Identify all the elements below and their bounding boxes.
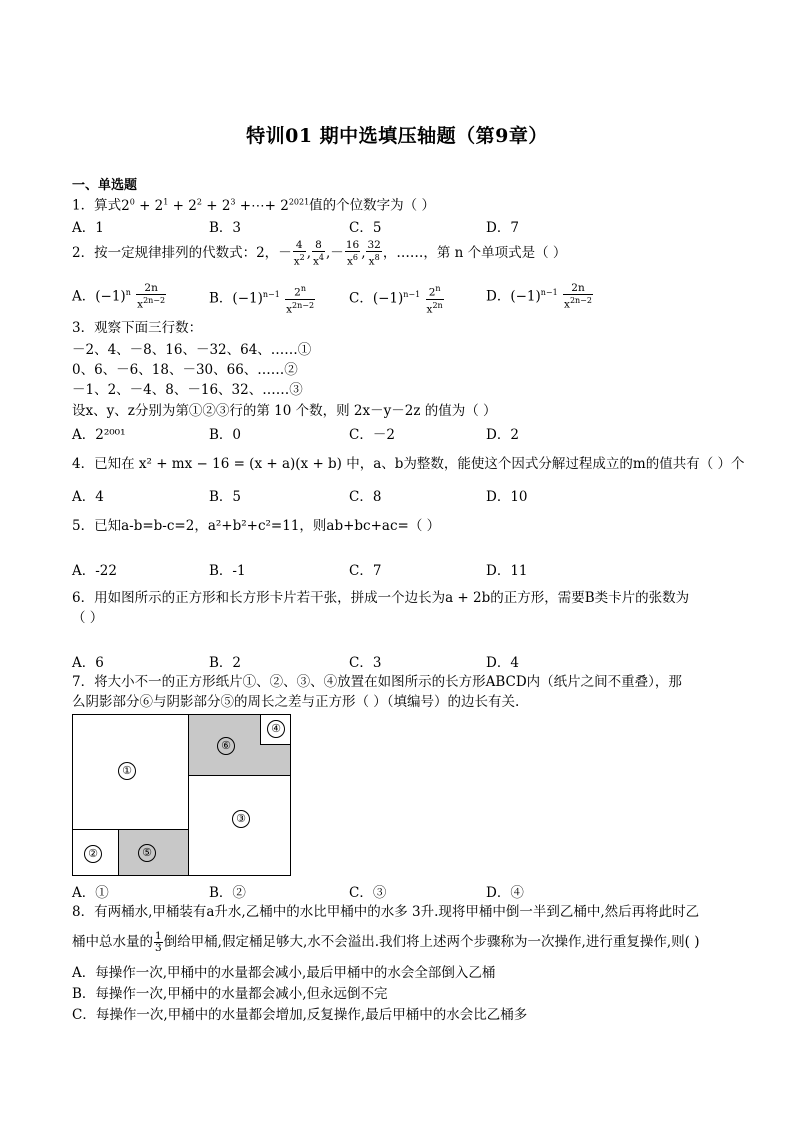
q1-option-d: D．7: [486, 220, 519, 236]
q1-option-a: A．1: [72, 220, 104, 236]
page-title: 特训01 期中选填压轴题（第9章）: [246, 125, 548, 147]
q7-option-b: B．②: [209, 885, 246, 901]
q3-option-d: D．2: [486, 427, 519, 443]
question-6-stem-line1: 6．用如图所示的正方形和长方形卡片若干张，拼成一个边长为a + 2b的正方形，需要B类卡片的张数为: [72, 590, 690, 606]
q7-option-a: A．①: [72, 885, 109, 901]
q1-option-b: B．3: [209, 220, 242, 236]
label-2: ②: [84, 845, 102, 863]
question-7-stem-line1: 7．将大小不一的正方形纸片①、②、③、④放置在如图所示的长方形ABCD内（纸片之间不重叠），那: [72, 674, 682, 690]
q7-option-d: D．④: [486, 885, 524, 901]
q4-option-c: C．8: [349, 489, 382, 505]
q1-expression: $2^0 + 2^1 + 2^2 + 2^3$ +⋯+ $2^{2021}$: [121, 197, 310, 214]
q6-option-d: D．4: [486, 655, 519, 671]
q1-option-c: C．5: [349, 220, 382, 236]
label-1: ①: [118, 762, 136, 780]
q3-option-b: B．0: [209, 427, 242, 443]
q2-option-c: C．$(-1)^{n-1}$ $\frac{2^n}{x^{2n}}$: [349, 284, 443, 315]
label-5: ⑤: [138, 844, 156, 862]
question-7-stem-line2: 么阴影部分⑥与阴影部分⑤的周长之差与正方形（ ）（填编号）的边长有关.: [72, 694, 520, 710]
q4-option-a: A．4: [72, 489, 104, 505]
q5-option-d: D．11: [486, 563, 528, 579]
q5-option-a: A．-22: [72, 563, 117, 579]
q5-option-b: B．-1: [209, 563, 246, 579]
question-6-stem-line2: （ ）: [72, 610, 104, 626]
question-4-stem: 4．已知在 x² + mx − 16 = (x + a)(x + b) 中，a、b为整数，能使这个因式分解过程成立的m的值共有（ ）个: [72, 456, 745, 472]
q3-row-2: 0、6、－6、18、－30、66、……②: [72, 362, 298, 378]
q2-option-d: D．$(-1)^{n-1}$ $\frac{2n}{x^{2n-2}}$: [486, 282, 592, 311]
question-2-stem: 2．按一定规律排列的代数式：2，－ $\frac{4}{x^2}$ , $\frac{8}{x^4}$ ,－ $\frac{16}{x^6}$ , $\frac{32}{x^8}$ ，……，第 n 个单项式是（ ）: [72, 238, 567, 268]
question-5-stem: 5．已知a-b=b-c=2，a²+b²+c²=11，则ab+bc+ac=（ ）: [72, 518, 441, 534]
q2-option-b: B．$(-1)^{n-1}$ $\frac{2^n}{x^{2n-2}}$: [209, 284, 315, 315]
q6-option-a: A．6: [72, 655, 104, 671]
label-6: ⑥: [217, 737, 235, 755]
q6-option-c: C．3: [349, 655, 382, 671]
q4-option-d: D．10: [486, 489, 528, 505]
q4-option-b: B．5: [209, 489, 242, 505]
question-3-stem: 3．观察下面三行数：: [72, 320, 203, 336]
rectangle-abcd-figure: [72, 714, 291, 876]
q8-option-c: C．每操作一次,甲桶中的水量都会增加,反复操作,最后甲桶中的水会比乙桶多: [72, 1007, 528, 1023]
q3-row-3: －1、2、－4、8、－16、32、……③: [72, 382, 303, 398]
section-heading: 一、单选题: [72, 178, 138, 193]
q8-option-a: A．每操作一次,甲桶中的水量都会减小,最后甲桶中的水会全部倒入乙桶: [72, 965, 496, 981]
q7-option-c: C．③: [349, 885, 387, 901]
q2-option-a: A．$(-1)^n$ $\frac{2n}{x^{2n-2}}$: [72, 282, 166, 311]
label-3: ③: [232, 810, 250, 828]
question-8-stem-line1: 8．有两桶水,甲桶装有a升水,乙桶中的水比甲桶中的水多 3升.现将甲桶中倒一半到乙桶中,然后再将此时乙: [72, 904, 700, 920]
question-1-stem: 1．算式$2^0 + 2^1 + 2^2 + 2^3$ +⋯+ $2^{2021}$值的个位数字为（ ）: [72, 197, 435, 214]
question-8-stem-line2: 桶中总水量的 $\frac{1}{3}$ 倒给甲桶,假定桶足够大,水不会溢出.我们将上述两个步骤称为一次操作,进行重复操作,则( ): [72, 930, 700, 954]
q3-ask: 设x、y、z分别为第①②③行的第 10 个数，则 2x－y－2z 的值为（ ）: [72, 403, 497, 419]
q5-option-c: C．7: [349, 563, 382, 579]
q6-option-b: B．2: [209, 655, 242, 671]
label-4: ④: [267, 720, 285, 738]
q3-option-a: A．2²⁰⁰¹: [72, 427, 126, 443]
q8-option-b: B．每操作一次,甲桶中的水量都会减小,但永远倒不完: [72, 986, 388, 1002]
q3-option-c: C．－2: [349, 427, 395, 443]
q3-row-1: －2、4、－8、16、－32、64、……①: [72, 342, 312, 358]
